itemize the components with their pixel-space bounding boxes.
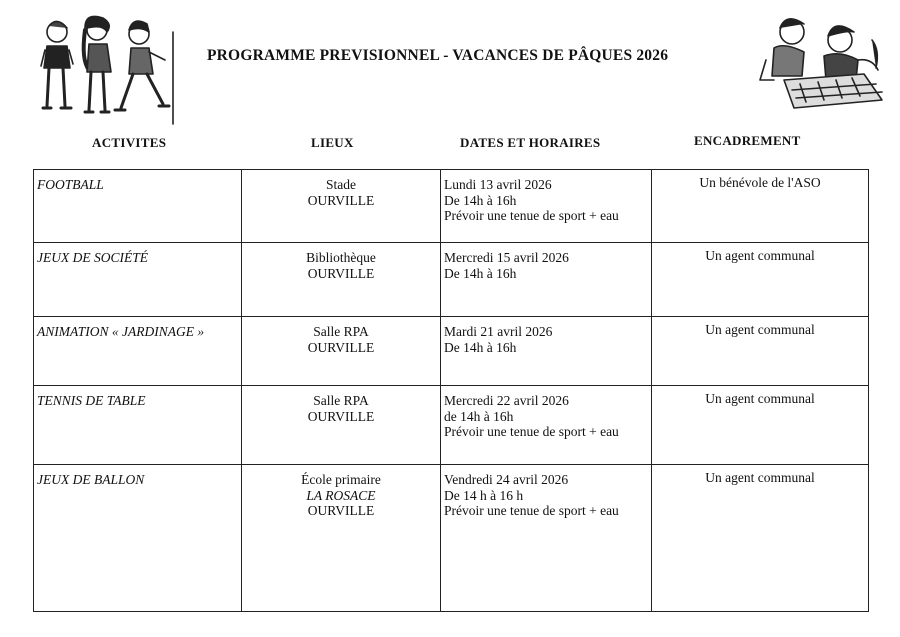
location-cell: Stade OURVILLE <box>242 170 441 242</box>
table-row <box>34 465 868 611</box>
column-header-encadrement: ENCADREMENT <box>694 133 801 148</box>
supervision-cell: Un bénévole de l'ASO <box>699 175 821 190</box>
children-board-game-illustration <box>744 10 886 110</box>
activity-cell: ANIMATION « JARDINAGE » <box>34 317 242 385</box>
dates-cell: Mercredi 15 avril 2026 De 14h à 16h <box>441 243 652 316</box>
column-header-lieux: LIEUX <box>311 135 354 150</box>
page-title: PROGRAMME PREVISIONNEL - VACANCES DE PÂQUES 2026 <box>207 47 669 64</box>
activities-table <box>33 169 869 612</box>
column-header-activites: ACTIVITES <box>92 135 167 150</box>
table-row <box>34 386 868 465</box>
supervision-cell: Un agent communal <box>705 248 815 263</box>
table-row <box>34 317 868 386</box>
supervision-cell: Un agent communal <box>705 470 815 485</box>
supervision-cell: Un agent communal <box>705 322 815 337</box>
supervision-cell: Un agent communal <box>705 391 815 406</box>
children-walking-illustration <box>35 12 190 130</box>
location-cell: Salle RPA OURVILLE <box>242 317 441 385</box>
table-row <box>34 170 868 243</box>
dates-cell: Mercredi 22 avril 2026 de 14h à 16h Prévoir une tenue de sport + eau <box>441 386 652 464</box>
location-cell: Bibliothèque OURVILLE <box>242 243 441 316</box>
activity-cell: TENNIS DE TABLE <box>34 386 242 464</box>
location-cell: Salle RPA OURVILLE <box>242 386 441 464</box>
column-header-dates: DATES ET HORAIRES <box>460 135 601 150</box>
table-row <box>34 243 868 317</box>
location-cell: École primaire LA ROSACE OURVILLE <box>242 465 441 611</box>
dates-cell: Lundi 13 avril 2026 De 14h à 16h Prévoir une tenue de sport + eau <box>441 170 652 242</box>
activity-cell: FOOTBALL <box>34 170 242 242</box>
dates-cell: Vendredi 24 avril 2026 De 14 h à 16 h Prévoir une tenue de sport + eau <box>441 465 652 611</box>
dates-cell: Mardi 21 avril 2026 De 14h à 16h <box>441 317 652 385</box>
activity-cell: JEUX DE BALLON <box>34 465 242 611</box>
activity-cell: JEUX DE SOCIÉTÉ <box>34 243 242 316</box>
